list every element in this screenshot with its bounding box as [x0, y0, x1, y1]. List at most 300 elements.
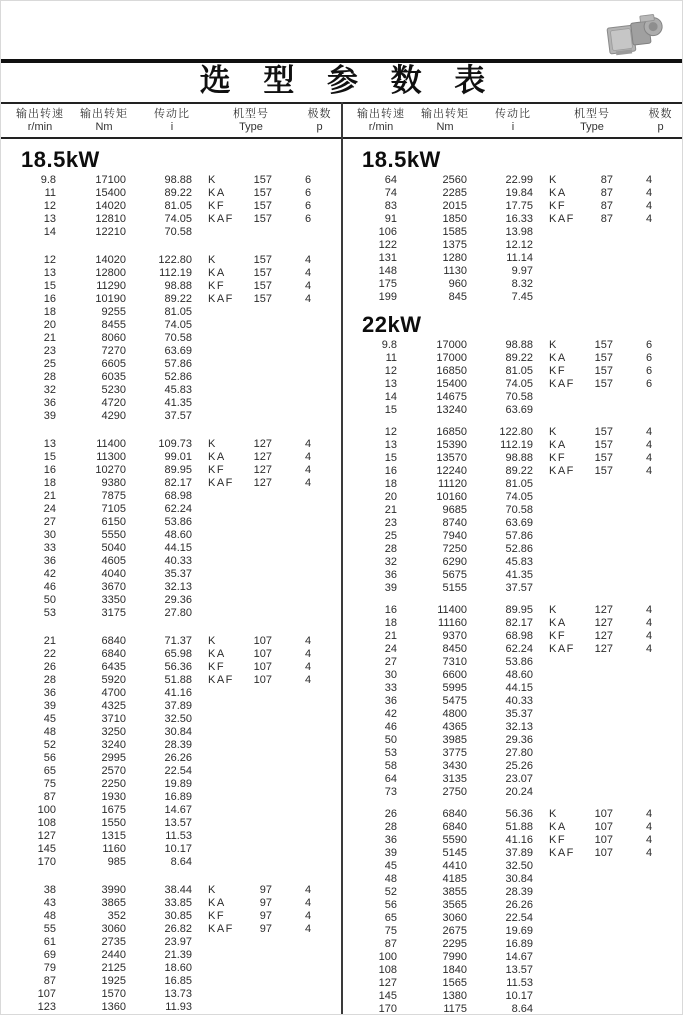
type-size-cell — [591, 773, 613, 786]
speed-cell: 45 — [384, 860, 397, 872]
type-size-cell — [250, 687, 272, 700]
type-cell — [208, 568, 250, 581]
speed-cell: 148 — [378, 265, 397, 277]
type-cell — [549, 734, 591, 747]
poles-cell — [629, 543, 669, 556]
poles-cell: 4 — [304, 648, 312, 660]
type-cell — [549, 925, 591, 938]
table-row — [352, 200, 683, 213]
table-row — [352, 582, 683, 595]
type-cell: KF — [208, 661, 226, 673]
speed-cell: 175 — [378, 278, 397, 290]
type-size-cell — [250, 778, 272, 791]
column-header-label: 输出转速 — [357, 108, 405, 120]
type-size-cell — [591, 669, 613, 682]
poles-cell — [629, 669, 669, 682]
ratio-cell: 63.69 — [505, 517, 533, 529]
type-cell — [549, 786, 591, 799]
ratio-cell: 44.15 — [505, 682, 533, 694]
poles-cell: 4 — [304, 910, 312, 922]
table-row — [11, 752, 342, 765]
type-size-cell — [591, 478, 613, 491]
poles-cell: 4 — [304, 293, 312, 305]
torque-cell: 3710 — [101, 713, 126, 725]
torque-cell: 5155 — [442, 582, 467, 594]
ratio-cell: 37.57 — [164, 410, 192, 422]
type-cell — [549, 899, 591, 912]
torque-cell: 3565 — [442, 899, 467, 911]
poles-cell — [629, 925, 669, 938]
speed-cell: 87 — [43, 791, 56, 803]
torque-cell: 6150 — [101, 516, 126, 528]
torque-cell: 985 — [107, 856, 126, 868]
speed-cell: 25 — [384, 530, 397, 542]
type-size-cell — [591, 860, 613, 873]
ratio-cell: 41.35 — [164, 397, 192, 409]
ratio-cell: 9.97 — [511, 265, 533, 277]
speed-cell: 16 — [384, 465, 397, 477]
ratio-cell: 8.32 — [511, 278, 533, 290]
speed-cell: 36 — [384, 569, 397, 581]
torque-cell: 6840 — [442, 808, 467, 820]
table-row — [11, 371, 342, 384]
type-cell — [549, 977, 591, 990]
speed-cell: 65 — [43, 765, 56, 777]
speed-cell: 131 — [378, 252, 397, 264]
speed-cell: 87 — [384, 938, 397, 950]
torque-cell: 4325 — [101, 700, 126, 712]
type-cell: KA — [208, 267, 226, 279]
ratio-cell: 89.22 — [505, 352, 533, 364]
type-cell: KAF — [549, 378, 575, 390]
type-size-cell — [250, 856, 272, 869]
ratio-cell: 25.26 — [505, 760, 533, 772]
type-cell — [208, 529, 250, 542]
table-row — [11, 503, 342, 516]
torque-cell: 4410 — [442, 860, 467, 872]
type-cell: K — [208, 884, 217, 896]
speed-cell: 79 — [43, 962, 56, 974]
data-block — [352, 339, 683, 417]
torque-cell: 7875 — [101, 490, 126, 502]
poles-cell — [629, 530, 669, 543]
torque-cell: 4800 — [442, 708, 467, 720]
type-size-cell — [591, 504, 613, 517]
type-size-cell — [250, 345, 272, 358]
type-size-cell: 157 — [594, 365, 613, 377]
ratio-cell: 38.44 — [164, 884, 192, 896]
speed-cell: 13 — [384, 378, 397, 390]
type-cell — [208, 319, 250, 332]
type-cell: KAF — [208, 674, 234, 686]
poles-cell — [288, 516, 328, 529]
table-row — [11, 661, 342, 674]
type-cell: KF — [549, 834, 567, 846]
speed-cell: 39 — [43, 700, 56, 712]
table-row — [11, 594, 342, 607]
table-row — [352, 265, 683, 278]
ratio-cell: 33.85 — [164, 897, 192, 909]
poles-cell — [288, 1001, 328, 1014]
table-row — [11, 267, 342, 280]
type-size-cell: 107 — [253, 648, 272, 660]
type-size-cell — [591, 252, 613, 265]
poles-cell — [629, 239, 669, 252]
speed-cell: 13 — [43, 213, 56, 225]
speed-cell: 106 — [378, 226, 397, 238]
type-cell — [208, 306, 250, 319]
table-row — [352, 174, 683, 187]
speed-cell: 50 — [43, 594, 56, 606]
type-cell — [549, 695, 591, 708]
torque-cell: 4700 — [101, 687, 126, 699]
type-size-cell: 97 — [259, 884, 272, 896]
type-cell — [549, 669, 591, 682]
ratio-cell: 12.12 — [505, 239, 533, 251]
table-row — [11, 843, 342, 856]
table-row — [352, 187, 683, 200]
torque-cell: 3990 — [101, 884, 126, 896]
poles-cell — [629, 656, 669, 669]
torque-cell: 16850 — [436, 365, 467, 377]
type-cell: KF — [549, 200, 567, 212]
type-cell — [549, 278, 591, 291]
ratio-cell: 109.73 — [158, 438, 192, 450]
type-cell — [208, 949, 250, 962]
poles-cell: 4 — [645, 821, 653, 833]
speed-cell: 18 — [43, 306, 56, 318]
speed-cell: 61 — [43, 936, 56, 948]
type-cell — [549, 656, 591, 669]
ratio-cell: 32.50 — [505, 860, 533, 872]
ratio-cell: 112.19 — [500, 439, 533, 451]
ratio-cell: 52.86 — [164, 371, 192, 383]
poles-cell — [288, 739, 328, 752]
table-row — [11, 293, 342, 306]
table-row — [11, 555, 342, 568]
speed-cell: 9.8 — [381, 339, 397, 351]
table-row — [352, 760, 683, 773]
torque-cell: 8455 — [101, 319, 126, 331]
torque-cell: 3985 — [442, 734, 467, 746]
type-cell — [549, 886, 591, 899]
type-size-cell — [250, 319, 272, 332]
torque-cell: 4605 — [101, 555, 126, 567]
table-row — [11, 319, 342, 332]
torque-cell: 6605 — [101, 358, 126, 370]
speed-cell: 43 — [43, 897, 56, 909]
poles-cell: 4 — [645, 465, 653, 477]
torque-cell: 12240 — [436, 465, 467, 477]
table-row — [352, 977, 683, 990]
torque-cell: 1280 — [442, 252, 467, 264]
ratio-cell: 41.35 — [505, 569, 533, 581]
table-row — [11, 949, 342, 962]
table-row — [11, 174, 342, 187]
torque-cell: 4040 — [101, 568, 126, 580]
torque-cell: 845 — [448, 291, 467, 303]
poles-cell — [629, 491, 669, 504]
speed-cell: 22 — [43, 648, 56, 660]
speed-cell: 91 — [384, 213, 397, 225]
speed-cell: 83 — [384, 200, 397, 212]
torque-cell: 352 — [107, 910, 126, 922]
torque-cell: 1360 — [101, 1001, 126, 1013]
type-size-cell — [250, 765, 272, 778]
type-size-cell — [591, 938, 613, 951]
type-cell: KAF — [549, 847, 575, 859]
type-size-cell: 127 — [594, 630, 613, 642]
poles-cell: 6 — [304, 200, 312, 212]
speed-cell: 28 — [43, 674, 56, 686]
torque-cell: 1850 — [442, 213, 467, 225]
table-row — [352, 569, 683, 582]
speed-cell: 64 — [384, 773, 397, 785]
table-row — [352, 925, 683, 938]
poles-cell: 4 — [304, 254, 312, 266]
type-cell: K — [208, 174, 217, 186]
type-cell — [549, 252, 591, 265]
torque-cell: 5475 — [442, 695, 467, 707]
type-cell — [549, 721, 591, 734]
poles-cell: 4 — [304, 267, 312, 279]
type-cell: K — [549, 426, 558, 438]
column-header-unit: Type — [239, 121, 263, 133]
type-size-cell: 157 — [253, 280, 272, 292]
poles-cell — [629, 938, 669, 951]
ratio-cell: 22.54 — [164, 765, 192, 777]
type-size-cell: 157 — [594, 339, 613, 351]
poles-cell — [629, 391, 669, 404]
ratio-cell: 52.86 — [505, 543, 533, 555]
torque-cell: 11290 — [96, 280, 126, 292]
type-cell — [208, 791, 250, 804]
type-size-cell — [250, 332, 272, 345]
torque-cell: 1315 — [101, 830, 126, 842]
type-cell — [208, 843, 250, 856]
ratio-cell: 22.54 — [505, 912, 533, 924]
type-size-cell: 87 — [600, 213, 613, 225]
poles-cell — [288, 687, 328, 700]
ratio-cell: 16.89 — [505, 938, 533, 950]
ratio-cell: 21.39 — [164, 949, 192, 961]
table-row — [352, 426, 683, 439]
type-cell: K — [549, 174, 558, 186]
ratio-cell: 10.17 — [164, 843, 192, 855]
type-cell: KAF — [208, 923, 234, 935]
poles-cell — [629, 786, 669, 799]
speed-cell: 39 — [384, 847, 397, 859]
torque-cell: 1375 — [442, 239, 467, 251]
poles-cell — [288, 306, 328, 319]
table-row — [352, 378, 683, 391]
poles-cell — [288, 581, 328, 594]
ratio-cell: 74.05 — [505, 491, 533, 503]
poles-cell — [288, 830, 328, 843]
type-size-cell — [250, 975, 272, 988]
left-panel-headers — [1, 104, 342, 134]
torque-cell: 15390 — [436, 439, 467, 451]
column-header-3 — [480, 104, 546, 134]
type-size-cell: 87 — [600, 200, 613, 212]
table-row — [352, 291, 683, 304]
poles-cell — [629, 556, 669, 569]
speed-cell: 52 — [384, 886, 397, 898]
table-row — [11, 962, 342, 975]
torque-cell: 5550 — [101, 529, 126, 541]
data-block — [352, 808, 683, 1015]
type-size-cell — [591, 747, 613, 760]
table-row — [352, 873, 683, 886]
type-size-cell: 127 — [253, 464, 272, 476]
ratio-cell: 35.37 — [164, 568, 192, 580]
torque-cell: 6840 — [101, 635, 126, 647]
ratio-cell: 99.01 — [164, 451, 192, 463]
poles-cell: 4 — [645, 630, 653, 642]
type-size-cell — [250, 739, 272, 752]
speed-cell: 73 — [384, 786, 397, 798]
torque-cell: 5920 — [101, 674, 126, 686]
ratio-cell: 63.69 — [505, 404, 533, 416]
poles-cell — [288, 384, 328, 397]
speed-cell: 36 — [384, 834, 397, 846]
type-cell — [208, 384, 250, 397]
type-size-cell — [250, 306, 272, 319]
ratio-cell: 11.14 — [506, 252, 533, 264]
type-size-cell — [591, 990, 613, 1003]
speed-cell: 30 — [43, 529, 56, 541]
type-size-cell — [591, 265, 613, 278]
speed-cell: 18 — [384, 617, 397, 629]
ratio-cell: 57.86 — [164, 358, 192, 370]
speed-cell: 122 — [378, 239, 397, 251]
type-cell: KA — [549, 187, 567, 199]
torque-cell: 15400 — [436, 378, 467, 390]
speed-cell: 15 — [384, 452, 397, 464]
poles-cell — [288, 962, 328, 975]
right-panel-headers — [342, 104, 683, 134]
type-cell — [208, 542, 250, 555]
table-row — [352, 391, 683, 404]
ratio-cell: 82.17 — [164, 477, 192, 489]
speed-cell: 100 — [37, 804, 56, 816]
poles-cell: 4 — [645, 187, 653, 199]
speed-cell: 64 — [384, 174, 397, 186]
type-size-cell — [591, 278, 613, 291]
type-cell — [208, 332, 250, 345]
table-row — [352, 478, 683, 491]
type-size-cell: 127 — [253, 438, 272, 450]
type-cell — [549, 860, 591, 873]
type-cell: K — [208, 635, 217, 647]
ratio-cell: 27.80 — [505, 747, 533, 759]
type-size-cell: 87 — [600, 174, 613, 186]
type-cell — [208, 397, 250, 410]
speed-cell: 25 — [43, 358, 56, 370]
torque-cell: 8740 — [442, 517, 467, 529]
data-block — [11, 174, 342, 239]
ratio-cell: 22.99 — [505, 174, 533, 186]
type-size-cell: 127 — [594, 604, 613, 616]
table-row — [11, 213, 342, 226]
poles-cell — [629, 582, 669, 595]
torque-cell: 1675 — [101, 804, 126, 816]
ratio-cell: 27.80 — [164, 607, 192, 619]
ratio-cell: 13.73 — [164, 988, 192, 1000]
torque-cell: 2285 — [442, 187, 467, 199]
type-cell — [549, 556, 591, 569]
torque-cell: 13570 — [436, 452, 467, 464]
poles-cell — [288, 726, 328, 739]
table-row — [352, 747, 683, 760]
type-cell — [208, 830, 250, 843]
speed-cell: 11 — [385, 352, 397, 364]
ratio-cell: 74.05 — [505, 378, 533, 390]
torque-cell: 14020 — [95, 254, 126, 266]
ratio-cell: 37.57 — [505, 582, 533, 594]
ratio-cell: 53.86 — [164, 516, 192, 528]
speed-cell: 33 — [43, 542, 56, 554]
speed-cell: 53 — [384, 747, 397, 759]
table-row — [11, 464, 342, 477]
table-row — [11, 687, 342, 700]
table-row — [352, 643, 683, 656]
speed-cell: 27 — [384, 656, 397, 668]
torque-cell: 13240 — [436, 404, 467, 416]
column-header-unit: Nm — [95, 121, 113, 133]
type-size-cell — [250, 830, 272, 843]
type-cell: KA — [549, 821, 567, 833]
ratio-cell: 37.89 — [164, 700, 192, 712]
ratio-cell: 11.93 — [165, 1001, 192, 1013]
speed-cell: 21 — [43, 635, 56, 647]
speed-cell: 36 — [384, 695, 397, 707]
ratio-cell: 28.39 — [164, 739, 192, 751]
torque-cell: 17100 — [95, 174, 126, 186]
type-size-cell: 157 — [594, 465, 613, 477]
poles-cell: 6 — [304, 174, 312, 186]
ratio-cell: 8.64 — [170, 856, 192, 868]
table-row — [11, 674, 342, 687]
type-cell: KF — [208, 280, 226, 292]
ratio-cell: 11.53 — [165, 830, 192, 842]
speed-cell: 170 — [378, 1003, 397, 1015]
type-cell: K — [208, 254, 217, 266]
speed-cell: 107 — [37, 988, 56, 1000]
type-size-cell: 97 — [259, 897, 272, 909]
poles-cell: 6 — [645, 378, 653, 390]
poles-cell — [629, 760, 669, 773]
type-size-cell — [250, 516, 272, 529]
speed-cell: 87 — [43, 975, 56, 987]
type-size-cell: 157 — [594, 452, 613, 464]
poles-cell: 4 — [304, 897, 312, 909]
type-cell — [208, 988, 250, 1001]
table-row — [11, 700, 342, 713]
type-cell: K — [549, 604, 558, 616]
type-size-cell — [250, 490, 272, 503]
type-size-cell: 157 — [253, 267, 272, 279]
table-row — [352, 656, 683, 669]
type-cell — [549, 226, 591, 239]
speed-cell: 13 — [384, 439, 397, 451]
column-header-4 — [205, 104, 297, 134]
poles-cell — [629, 265, 669, 278]
ratio-cell: 89.95 — [164, 464, 192, 476]
speed-cell: 24 — [43, 503, 56, 515]
type-size-cell — [591, 912, 613, 925]
ratio-cell: 40.33 — [164, 555, 192, 567]
